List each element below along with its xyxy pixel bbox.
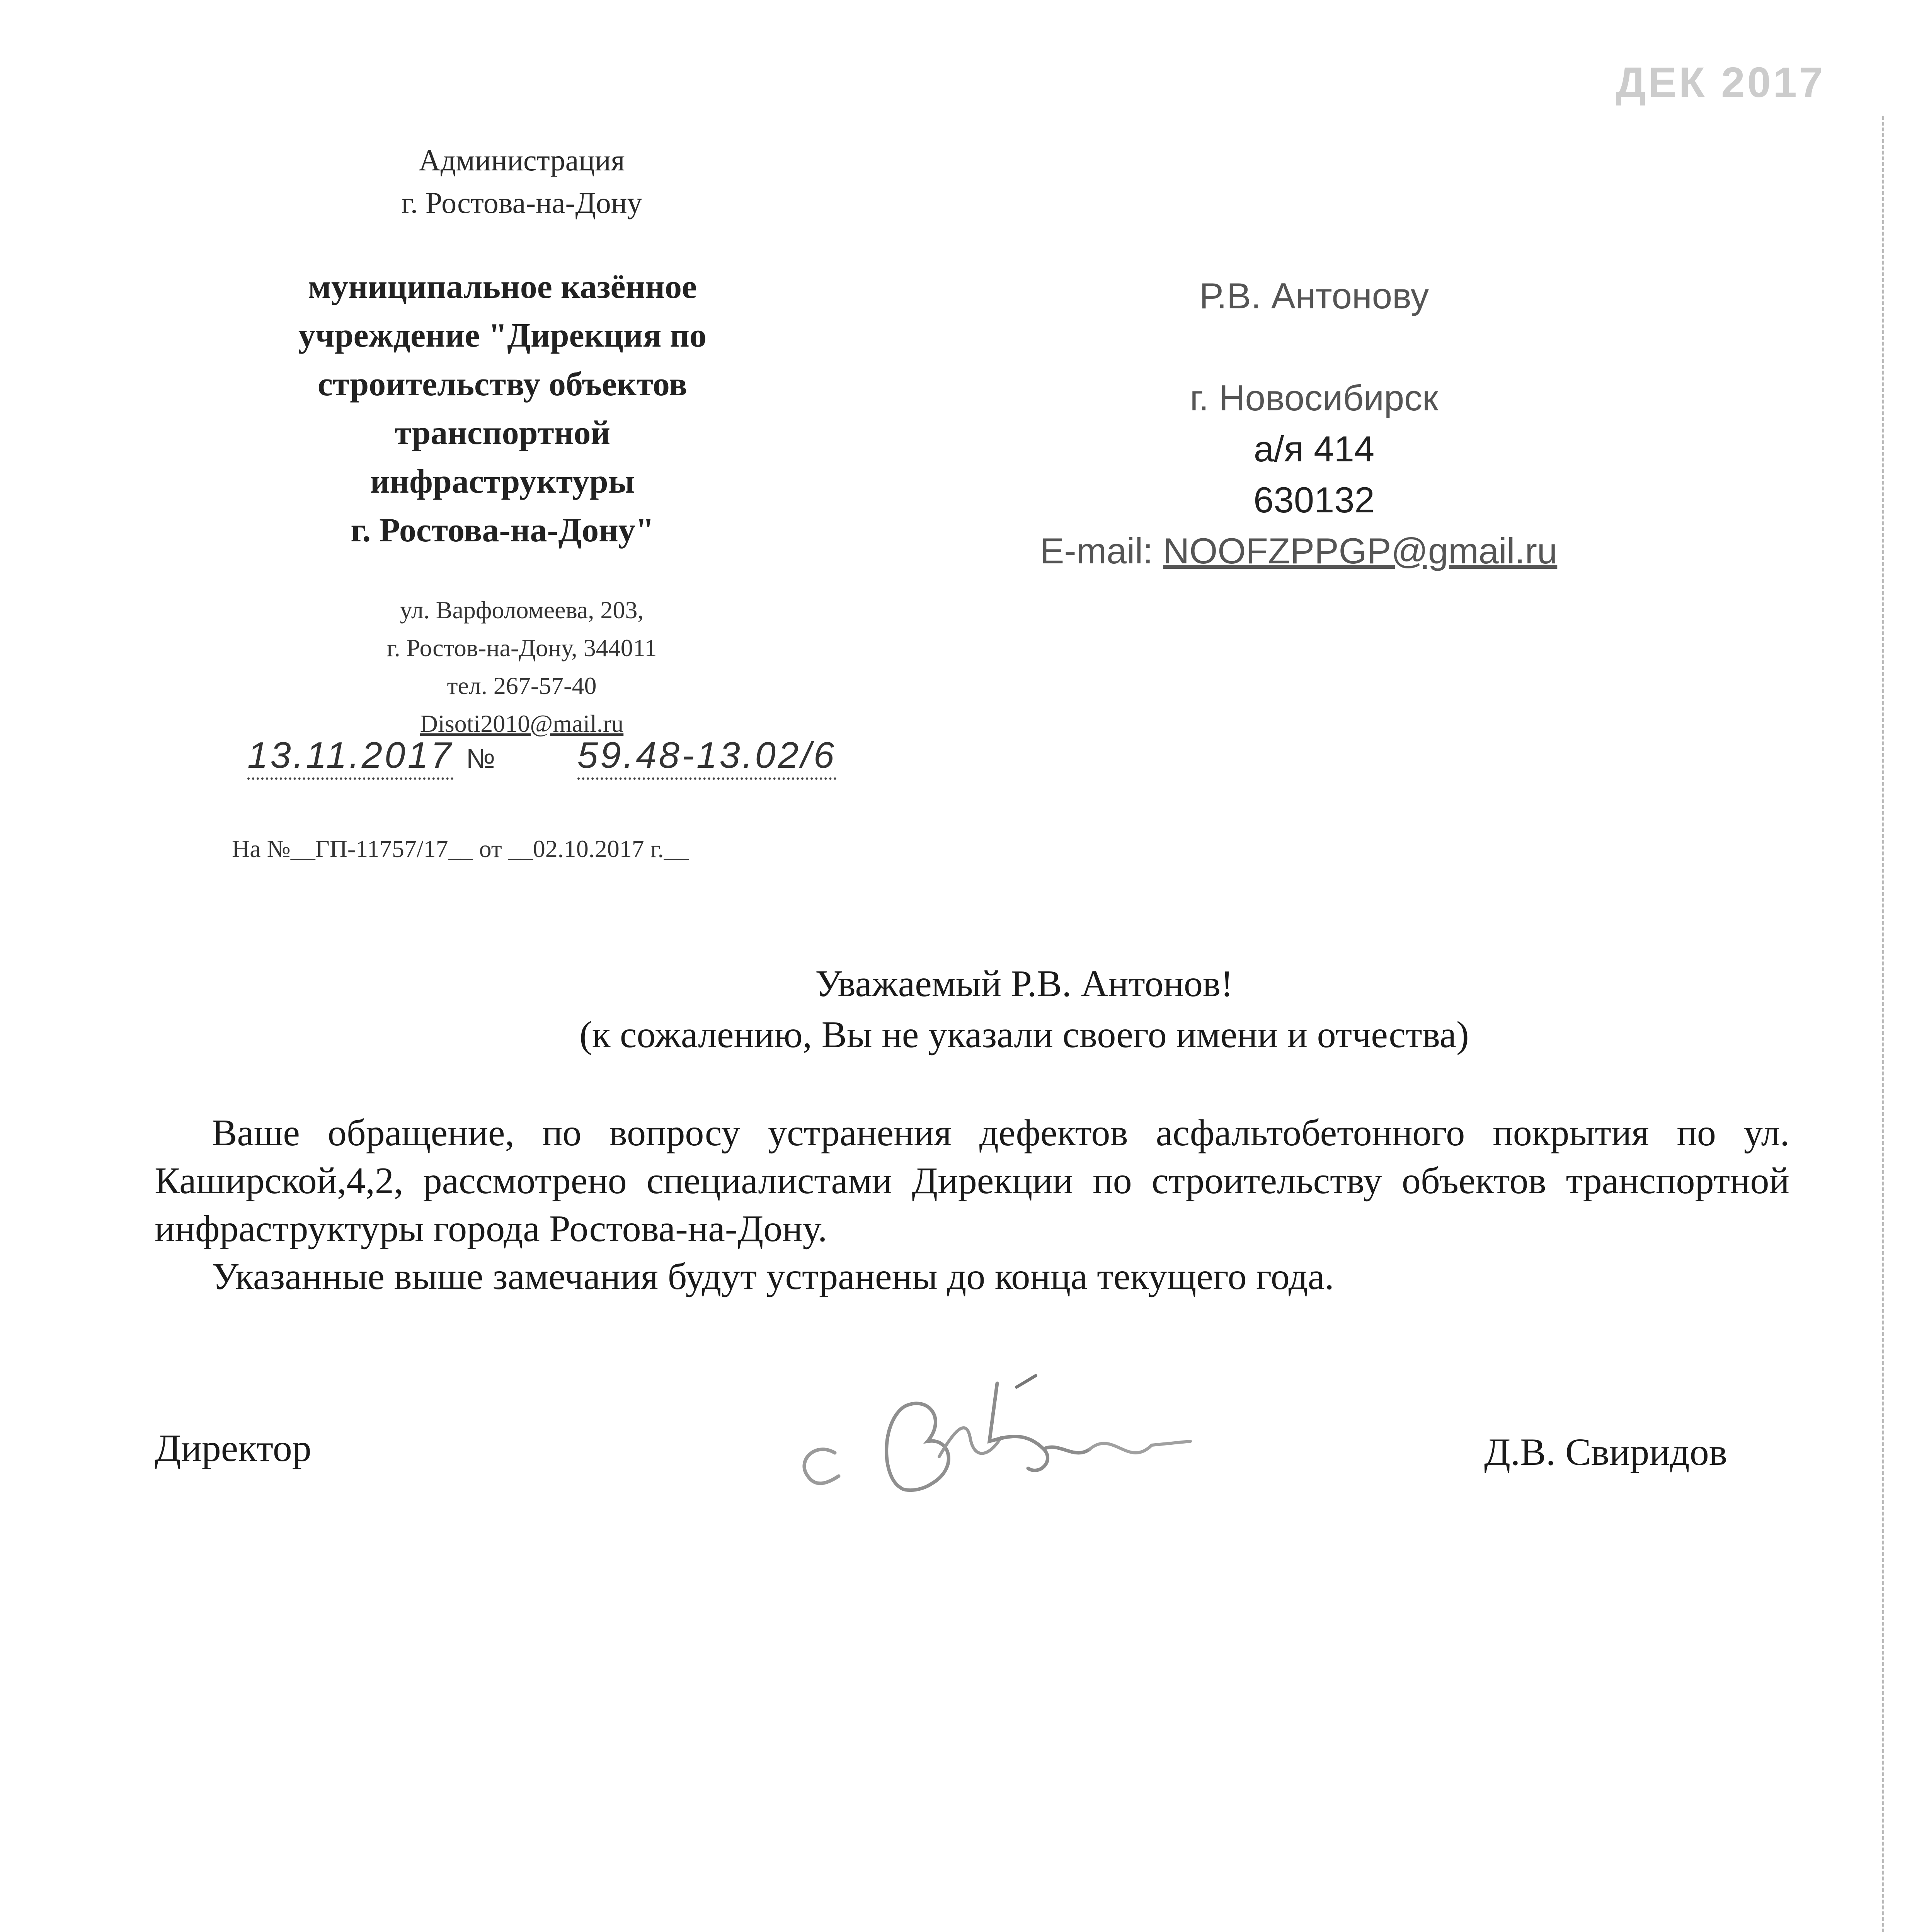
registration-no-label: №: [466, 743, 495, 774]
recipient-name: Р.В. Антонову: [1199, 276, 1429, 316]
org-line: муниципальное казённое: [308, 268, 697, 306]
org-line: инфраструктуры: [370, 463, 635, 500]
letter-body: [155, 1109, 1789, 1301]
recipient-zip: 630132: [1253, 480, 1375, 520]
sender-address: [271, 591, 773, 743]
reference-line: На №__ГП-11757/17__ от __02.10.2017 г.__: [232, 835, 689, 862]
recipient-box: а/я 414: [1253, 429, 1375, 469]
signatory-name: Д.В. Свиридов: [1484, 1430, 1727, 1473]
org-line: г. Ростова-на-Дону": [351, 512, 654, 549]
sender-email: Disoti2010@mail.ru: [420, 710, 624, 737]
salutation-line1: Уважаемый Р.В. Антонов!: [815, 963, 1233, 1005]
signatory-position: Директор: [155, 1427, 312, 1469]
org-line: учреждение "Дирекция по: [298, 317, 707, 354]
sender-organization: [174, 263, 831, 555]
sender-admin-line2: г. Ростова-на-Дону: [401, 186, 642, 219]
sender-admin: [232, 139, 812, 224]
org-line: транспортной: [394, 414, 611, 452]
recipient-email-label: E-mail:: [1040, 531, 1153, 571]
org-line: строительству объектов: [317, 366, 688, 403]
salutation-line2: (к сожалению, Вы не указали своего имени и отчества): [579, 1014, 1469, 1056]
registration-line: [247, 734, 982, 777]
address-line: ул. Варфоломеева, 203,: [400, 596, 644, 624]
received-date-stamp: ДЕК 2017: [1616, 59, 1825, 106]
sender-admin-line1: Администрация: [419, 143, 625, 177]
registration-date: 13.11.2017: [247, 735, 453, 780]
recipient-email-line: [974, 526, 1623, 577]
recipient-city: г. Новосибирск: [1190, 378, 1439, 418]
salutation: [348, 958, 1701, 1060]
handwritten-signature: [773, 1360, 1198, 1522]
address-line: г. Ростов-на-Дону, 344011: [386, 634, 657, 662]
recipient-block: [1005, 270, 1623, 577]
body-paragraph-1: Ваше обращение, по вопросу устранения дефектов асфальтобетонного покрытия по ул. Каширской,4,2, рассмотрено специалистами Дирекции по строительству объектов транспортной инфраструктуры города Ростова-на-Дону.: [155, 1112, 1789, 1250]
scan-edge-line: [1882, 116, 1884, 1932]
body-paragraph-2: Указанные выше замечания будут устранены до конца текущего года.: [212, 1256, 1334, 1298]
registration-number: 59.48-13.02/6: [577, 735, 837, 780]
recipient-email: NOOFZPPGP@gmail.ru: [1163, 531, 1558, 571]
address-line: тел. 267-57-40: [447, 672, 597, 699]
